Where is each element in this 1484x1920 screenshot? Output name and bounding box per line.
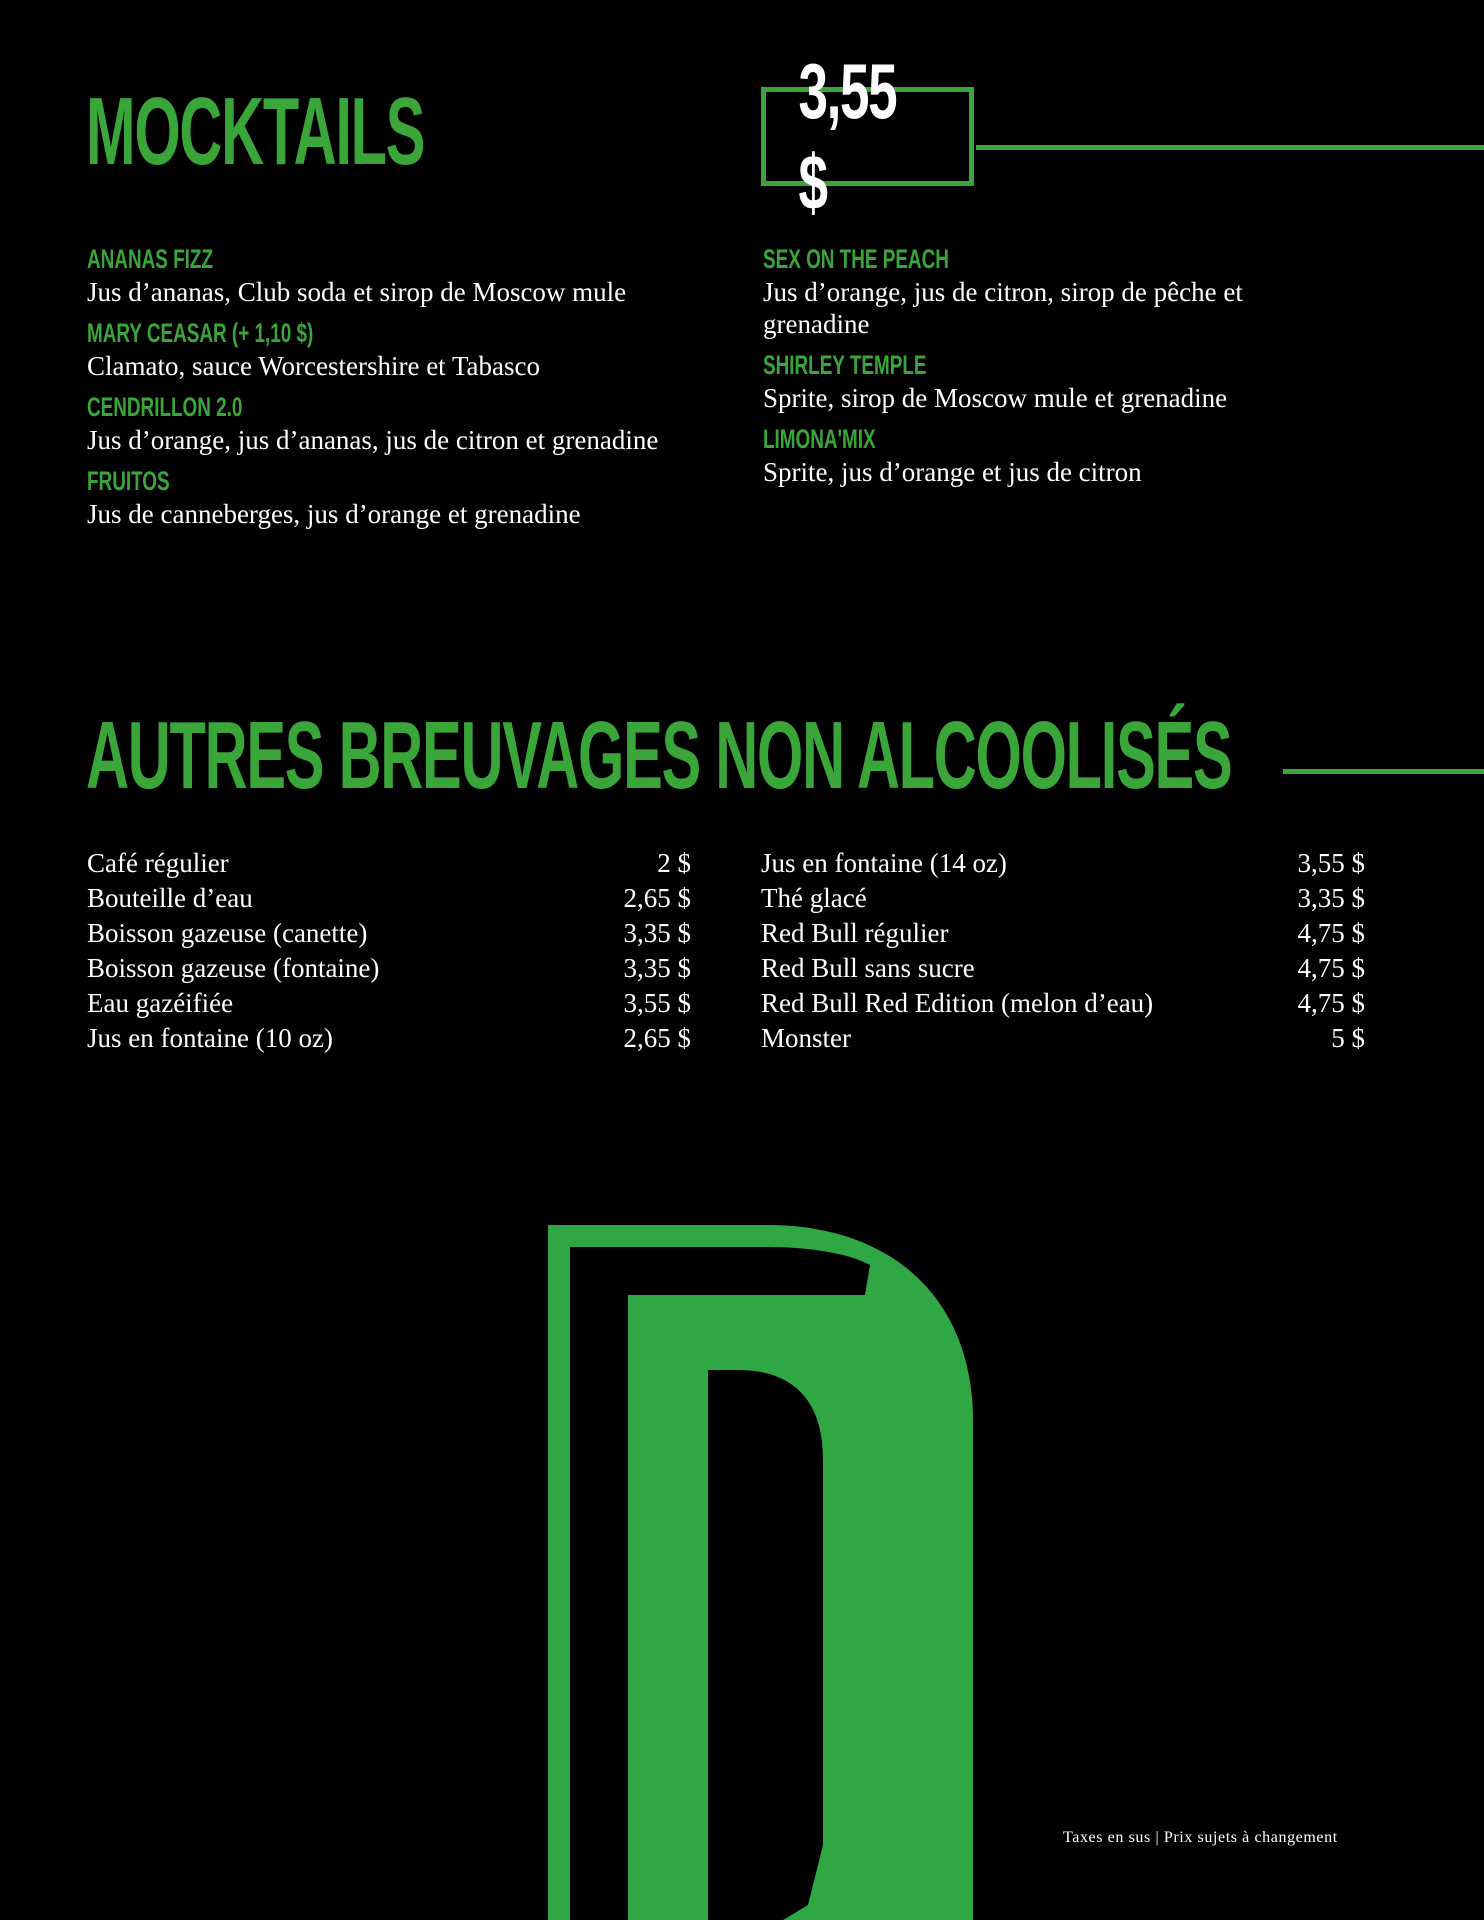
drink-description: Jus d’ananas, Club soda et sirop de Moscow mule — [87, 277, 627, 307]
drink-name: CENDRILLON 2.0 — [87, 392, 243, 422]
item-name: Jus en fontaine (14 oz) — [761, 848, 1007, 878]
list-item — [761, 881, 1365, 916]
list-item — [761, 846, 1365, 881]
list-item — [87, 1021, 691, 1056]
mocktails-price-box — [761, 46, 974, 226]
list-item — [761, 916, 1365, 951]
divider-line — [976, 145, 1484, 150]
drink-name: LIMONA'MIX — [763, 424, 876, 454]
list-item — [87, 951, 691, 986]
drink-description: Sprite, sirop de Moscow mule et grenadine — [763, 383, 1228, 413]
drink-description: Clamato, sauce Worcestershire et Tabasco — [87, 351, 541, 381]
drink-name: MARY CEASAR (+ 1,10 $) — [87, 318, 314, 348]
drink-item — [87, 316, 747, 382]
item-price: 3,55 $ — [1297, 848, 1365, 878]
footer-note: Taxes en sus | Prix sujets à changement — [1063, 1829, 1338, 1846]
d-letter-logo-icon — [548, 1225, 978, 1920]
drink-name: SEX ON THE PEACH — [763, 244, 949, 274]
list-item — [87, 986, 691, 1021]
drink-name: ANANAS FIZZ — [87, 244, 213, 274]
item-price: 4,75 $ — [1297, 918, 1365, 948]
item-name: Jus en fontaine (10 oz) — [87, 1023, 333, 1053]
item-price: 2,65 $ — [623, 1023, 691, 1053]
item-price: 2 $ — [657, 848, 691, 878]
item-name: Red Bull Red Edition (melon d’eau) — [761, 988, 1154, 1018]
divider-line — [1283, 769, 1484, 774]
drink-description: Jus de canneberges, jus d’orange et grenadine — [87, 499, 581, 529]
list-item — [761, 986, 1365, 1021]
drink-name: FRUITOS — [87, 466, 170, 496]
item-price: 3,35 $ — [623, 953, 691, 983]
mocktails-left-column — [87, 242, 747, 538]
drink-description: Jus d’orange, jus de citron, sirop de pêche et grenadine — [763, 277, 1243, 339]
item-price: 2,65 $ — [623, 883, 691, 913]
autres-breuvages-title: AUTRES BREUVAGES NON ALCOOLISÉS — [86, 702, 1232, 809]
list-item — [761, 951, 1365, 986]
item-price: 4,75 $ — [1297, 988, 1365, 1018]
mocktails-title: MOCKTAILS — [86, 78, 425, 185]
drink-item — [763, 422, 1323, 488]
beverage-list-right — [761, 846, 1365, 1056]
beverage-list-left — [87, 846, 691, 1056]
drink-description: Jus d’orange, jus d’ananas, jus de citron et grenadine — [87, 425, 659, 455]
drink-item — [87, 464, 747, 530]
item-price: 3,35 $ — [1297, 883, 1365, 913]
item-price: 4,75 $ — [1297, 953, 1365, 983]
drink-item — [763, 348, 1323, 414]
list-item — [87, 881, 691, 916]
item-name: Café régulier — [87, 848, 229, 878]
list-item — [87, 846, 691, 881]
mocktails-price: 3,55 $ — [798, 46, 897, 226]
drink-description: Sprite, jus d’orange et jus de citron — [763, 457, 1142, 487]
item-name: Red Bull sans sucre — [761, 953, 975, 983]
list-item — [87, 916, 691, 951]
item-name: Boisson gazeuse (fontaine) — [87, 953, 380, 983]
drink-item — [87, 390, 747, 456]
item-name: Bouteille d’eau — [87, 883, 253, 913]
item-name: Thé glacé — [761, 883, 867, 913]
item-price: 3,55 $ — [623, 988, 691, 1018]
item-name: Eau gazéifiée — [87, 988, 234, 1018]
mocktails-right-column — [763, 242, 1323, 496]
item-price: 5 $ — [1331, 1023, 1365, 1053]
item-price: 3,35 $ — [623, 918, 691, 948]
drink-name: SHIRLEY TEMPLE — [763, 350, 927, 380]
item-name: Boisson gazeuse (canette) — [87, 918, 368, 948]
drink-item — [763, 242, 1323, 340]
item-name: Monster — [761, 1023, 851, 1053]
item-name: Red Bull régulier — [761, 918, 949, 948]
list-item — [761, 1021, 1365, 1056]
drink-item — [87, 242, 747, 308]
